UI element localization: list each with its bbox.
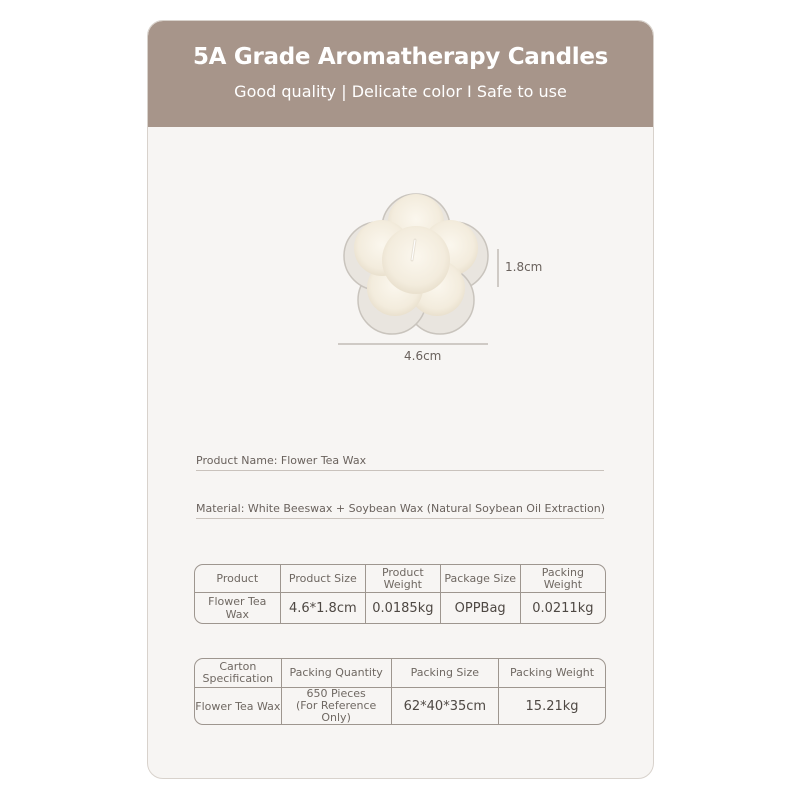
table-cell: 62*40*35cm [392,688,500,724]
table-cell: 4.6*1.8cm [281,593,366,623]
table-cell: 0.0185kg [366,593,441,623]
carton-spec-table [194,658,606,725]
table-header-cell: Product Weight [366,565,441,593]
table-cell: OPPBag [441,593,521,623]
height-label: 1.8cm [505,260,543,274]
product-name-line: Product Name: Flower Tea Wax [196,454,604,471]
table-cell: Flower Tea Wax [195,688,282,724]
flower-candle-illustration [148,21,653,381]
table-header-cell: Packing Weight [521,565,605,593]
table-header-cell: Product Size [281,565,366,593]
table-row [195,688,605,724]
page-title: 5A Grade Aromatherapy Candles [192,44,609,70]
table-header-cell: Package Size [441,565,521,593]
width-label: 4.6cm [404,349,442,363]
candle-wax [354,194,478,316]
table-header-row [195,565,605,593]
page-subtitle: Good quality | Delicate color I Safe to use [234,82,567,101]
table-cell: 650 Pieces (For Reference Only) [282,688,392,724]
product-spec-table [194,564,606,624]
table-header-cell: Packing Quantity [282,659,392,688]
table-header-row [195,659,605,688]
table-header-cell: Packing Size [392,659,500,688]
product-card [147,20,654,779]
table-cell: 15.21kg [525,698,579,714]
table-header-cell: Product [195,565,281,593]
table-row [195,593,605,623]
candle-cup [344,194,488,334]
table-cell: 0.0211kg [532,600,594,616]
table-header-cell: Packing Weight [499,659,605,688]
material-line: Material: White Beeswax + Soybean Wax (Natural Soybean Oil Extraction) [196,502,604,519]
table-cell: Flower Tea Wax [195,593,281,623]
table-header-cell: Carton Specification [195,659,282,688]
